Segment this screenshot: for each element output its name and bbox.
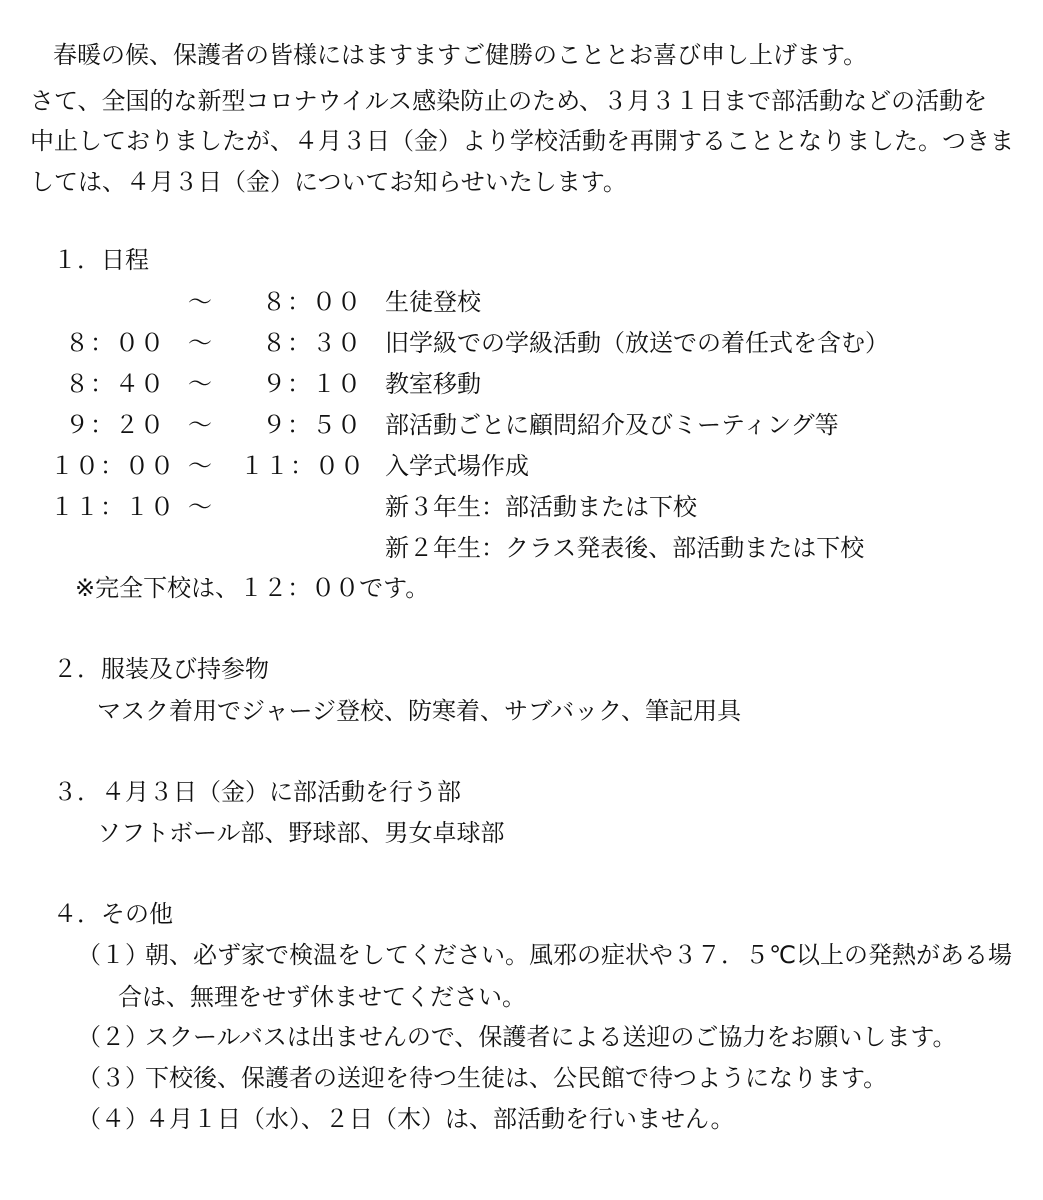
schedule-tilde: ～ [188, 452, 212, 480]
clubs-body: ソフトボール部、野球部、男女卓球部 [97, 819, 505, 847]
schedule-row [0, 285, 1043, 319]
schedule-row [0, 490, 1043, 524]
other-item-number: （４） [77, 1105, 149, 1133]
schedule-start-time: ８：４０ [65, 370, 165, 398]
schedule-end-time: ９：５０ [262, 411, 362, 439]
other-item-number: （３） [77, 1064, 149, 1092]
schedule-tilde: ～ [188, 288, 212, 316]
schedule-row [0, 408, 1043, 442]
section-heading-other: ４．その他 [53, 900, 173, 928]
other-item-text: スクールバスは出ませんので、保護者による送迎のご協力をお願いします。 [145, 1023, 957, 1051]
schedule-activity: 生徒登校 [385, 288, 481, 316]
schedule-activity: 部活動ごとに顧問紹介及びミーティング等 [385, 411, 839, 439]
section-heading-schedule: １．日程 [53, 246, 149, 274]
schedule-start-time: １１：１０ [50, 493, 175, 521]
other-item-number: （１） [77, 941, 149, 969]
intro-greeting: 春暖の候、保護者の皆様にはますますご健勝のこととお喜び申し上げます。 [53, 41, 868, 69]
schedule-tilde: ～ [188, 411, 212, 439]
schedule-activity: 旧学級での学級活動（放送での着任式を含む） [385, 329, 889, 357]
schedule-end-time: ９：１０ [262, 370, 362, 398]
section-heading-clothing: ２．服装及び持参物 [53, 655, 269, 683]
schedule-row [0, 449, 1043, 483]
dismissal-note: ※完全下校は、１２：００です。 [75, 574, 430, 602]
intro-line: さて、全国的な新型コロナウイルス感染防止のため、３月３１日まで部活動などの活動を [30, 87, 988, 115]
section-heading-clubs: ３．４月３日（金）に部活動を行う部 [53, 778, 461, 806]
other-item-text: 下校後、保護者の送迎を待つ生徒は、公民館で待つようになります。 [145, 1064, 888, 1092]
schedule-activity: 新２年生：クラス発表後、部活動または下校 [385, 534, 865, 562]
schedule-start-time: ８：００ [65, 329, 165, 357]
schedule-tilde: ～ [188, 370, 212, 398]
schedule-row [0, 531, 1043, 565]
other-item-number: （２） [77, 1023, 149, 1051]
schedule-start-time: ９：２０ [65, 411, 165, 439]
other-item-continuation: 合は、無理をせず休ませてください。 [118, 983, 526, 1011]
schedule-tilde: ～ [188, 493, 212, 521]
schedule-end-time: ８：３０ [262, 329, 362, 357]
clothing-body: マスク着用でジャージ登校、防寒着、サブバック、筆記用具 [97, 697, 742, 725]
schedule-end-time: ８：００ [262, 288, 362, 316]
schedule-start-time: １０：００ [50, 452, 175, 480]
other-item-text: 朝、必ず家で検温をしてください。風邪の症状や３７．５℃以上の発熱がある場 [145, 941, 1012, 969]
schedule-activity: 新３年生：部活動または下校 [385, 493, 697, 521]
intro-line: しては、４月３日（金）についてお知らせいたします。 [30, 168, 627, 196]
other-item-text: ４月１日（水）、２日（木）は、部活動を行いません。 [145, 1105, 735, 1133]
schedule-row [0, 367, 1043, 401]
schedule-end-time: １１：００ [240, 452, 365, 480]
schedule-tilde: ～ [188, 329, 212, 357]
schedule-activity: 教室移動 [385, 370, 481, 398]
intro-line: 中止しておりましたが、４月３日（金）より学校活動を再開することとなりました。つきま [30, 127, 1014, 155]
schedule-row [0, 326, 1043, 360]
schedule-activity: 入学式場作成 [385, 452, 529, 480]
